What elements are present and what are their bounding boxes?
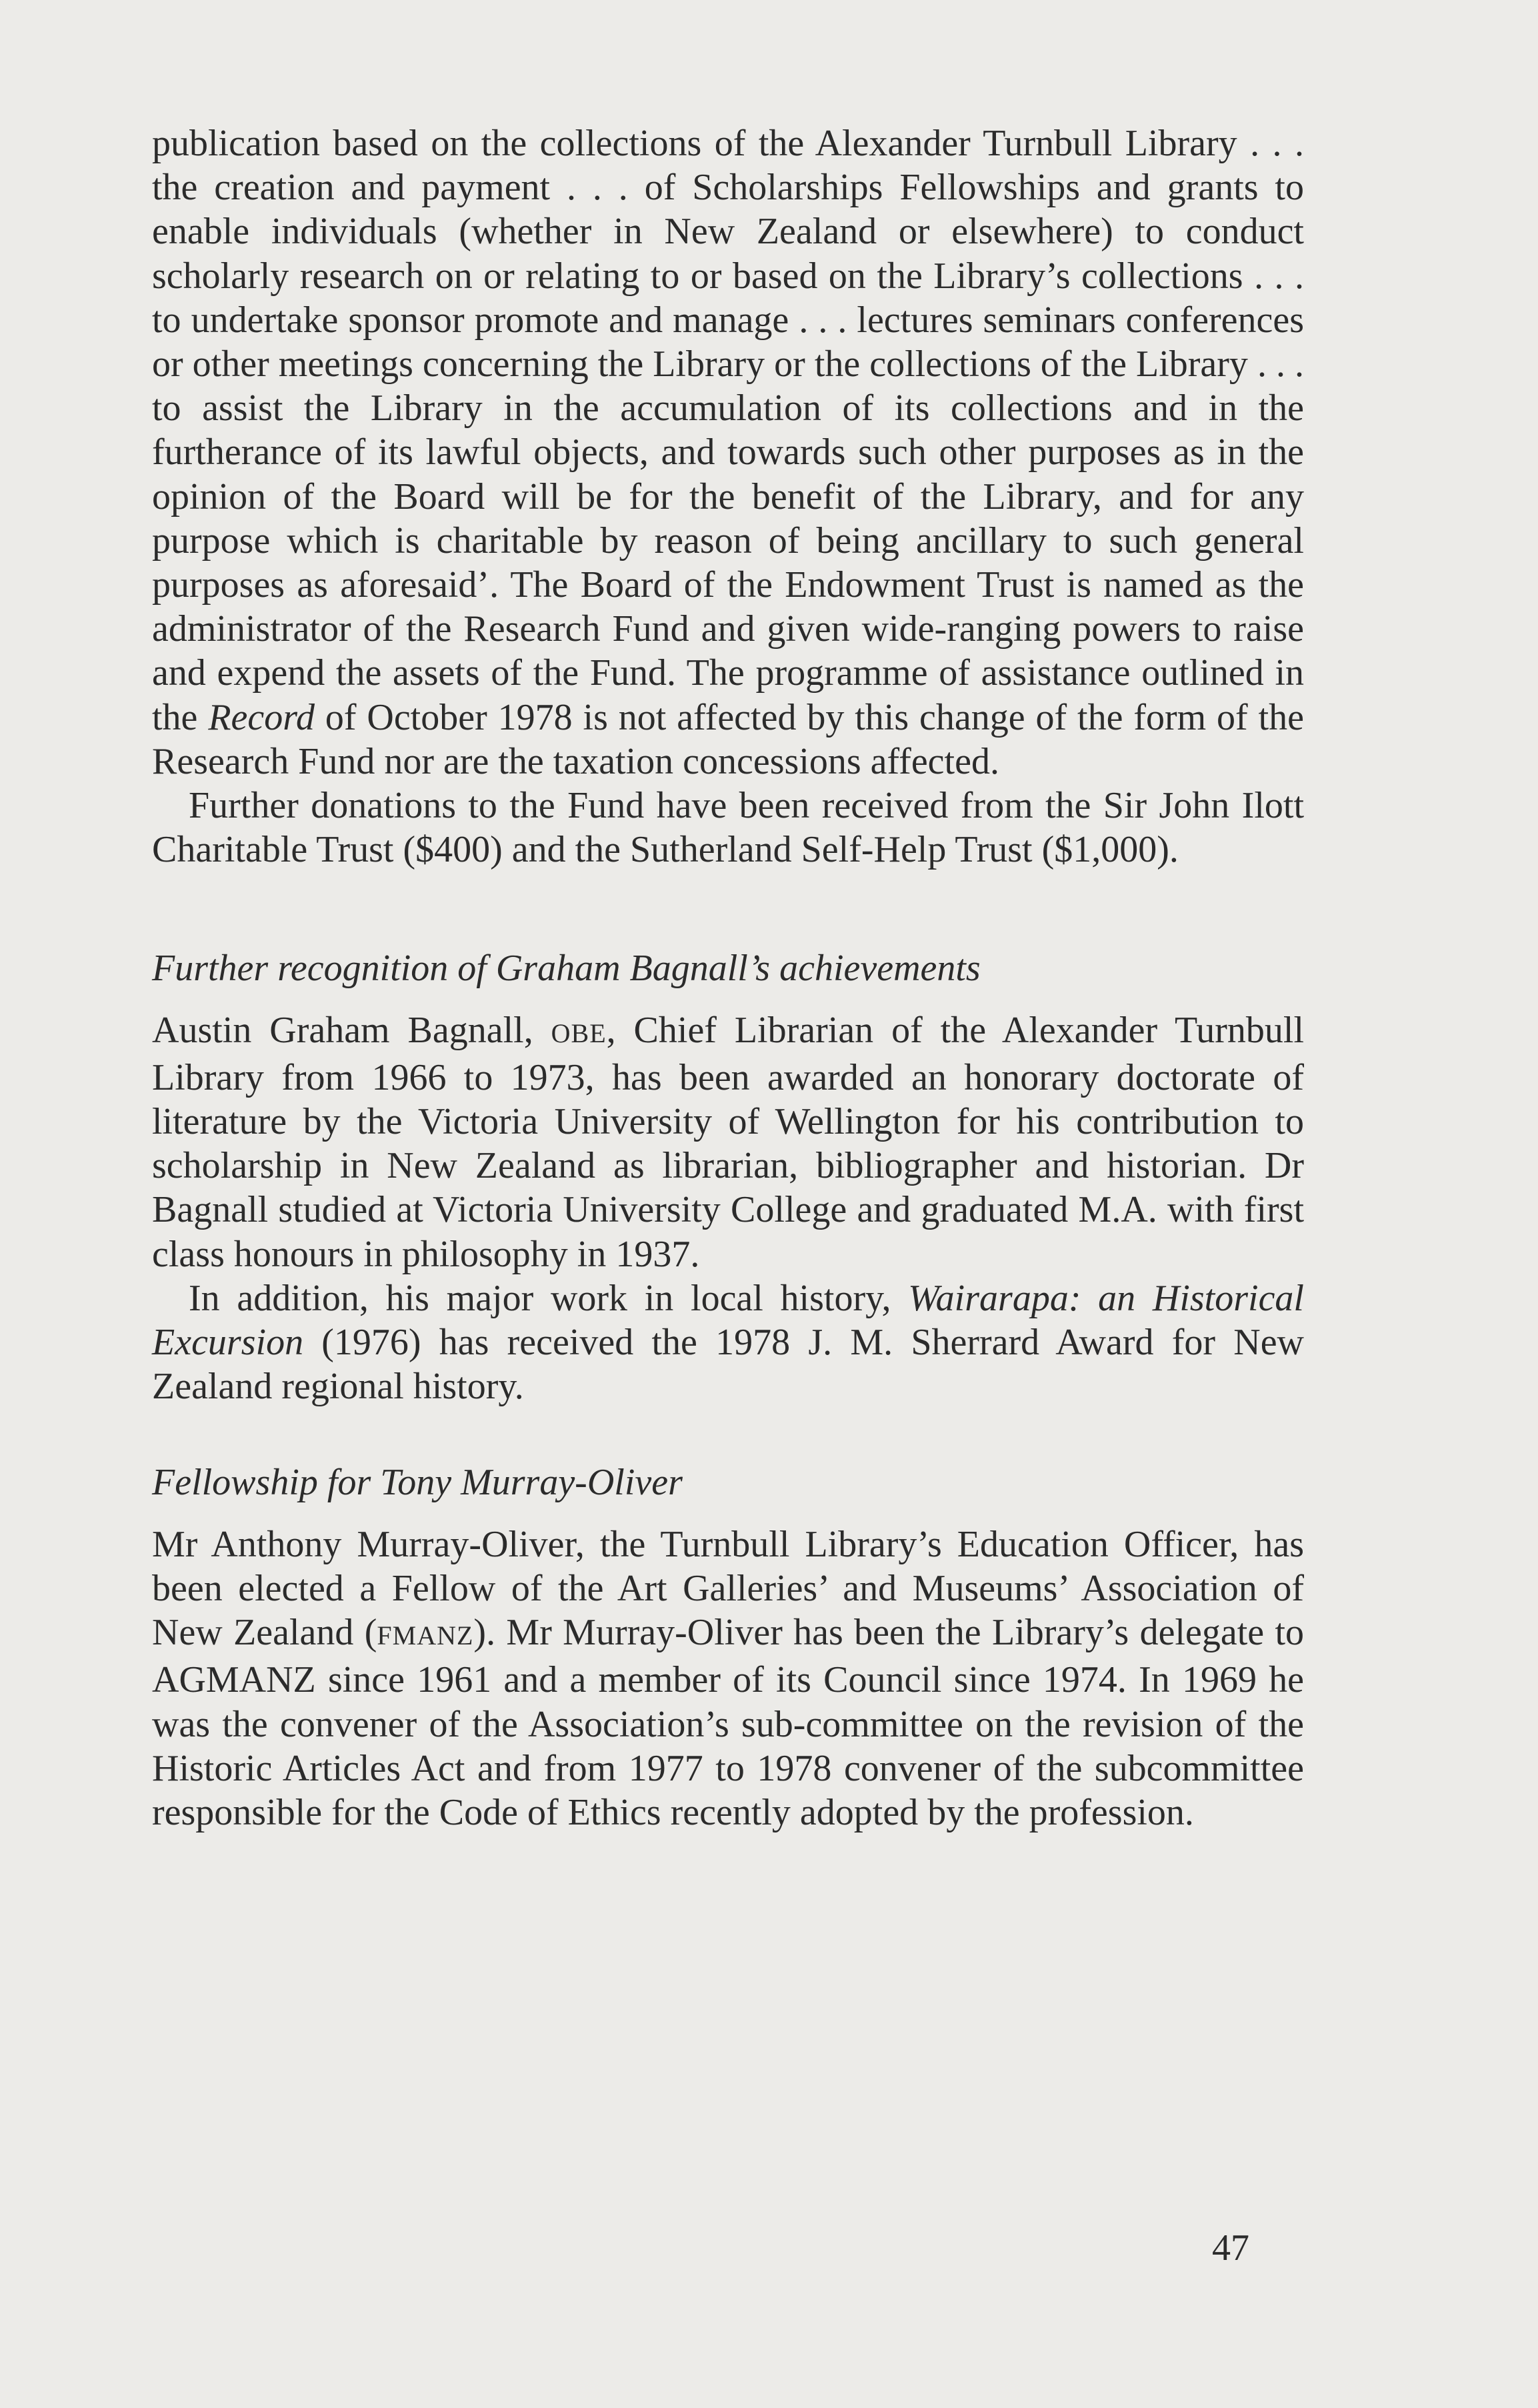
text-run: (1976) has received the 1978 J. M. Sherrard Award for New Zealand regional history. (152, 1322, 1304, 1408)
section-heading-murray-oliver: Fellowship for Tony Murray-Oliver (152, 1462, 683, 1504)
text-run: , Chief Librarian of the Alexander Turnbull Library from 1966 to 1973, has been awarded an honorary doctorate of literature by the Victoria University of Wellington for his contribution to scholarship in New Zealand as librarian, bibliographer and historian. Dr Bagnall studied at Victoria University College and graduated M.A. with first class honours in philosophy in 1937. (152, 1009, 1304, 1275)
italic-title-record: Record (208, 696, 315, 738)
text-run: Austin Graham Bagnall, (152, 1009, 551, 1051)
body-paragraph-murray-oliver (152, 1522, 1304, 1835)
text-run: ). Mr Murray-Oliver has been the Library’s delegate to AGMANZ since 1961 and a member of its Council since 1974. In 1969 he was the convener of the Association’s sub-committee on the revision of the Historic Articles Act and from 1977 to 1978 convener of the subcommittee responsible for the Code of Ethics recently adopted by the profession. (152, 1612, 1304, 1833)
body-paragraph-donations: Further donations to the Fund have been received from the Sir John Ilott Charitable Trust ($400) and the Sutherland Self-Help Trust ($1,000). (152, 785, 1304, 871)
small-caps-fmanz: FMANZ (377, 1620, 474, 1651)
page-number: 47 (1212, 2227, 1249, 2269)
body-paragraph-bagnall-doctorate (152, 1008, 1304, 1276)
text-column (152, 121, 1304, 1835)
body-paragraph-bagnall-award (152, 1276, 1304, 1409)
section-heading-bagnall: Further recognition of Graham Bagnall’s achievements (152, 948, 981, 990)
text-run: of October 1978 is not affected by this change of the form of the Research Fund nor are the taxation concessions affected. (152, 696, 1305, 782)
small-caps-obe: OBE (551, 1018, 607, 1048)
text-run: Mr Anthony Murray-Oliver, the Turnbull Library’s Education Officer, has been elected a Fellow of the Art Galleries’ and Museums’ Association of New Zealand ( (152, 1523, 1304, 1654)
italic-title-wairarapa: Wairarapa: an Historical Excursion (152, 1277, 1304, 1364)
body-paragraph-fund-purposes (152, 121, 1304, 784)
text-run: publication based on the collections of the Alexander Turnbull Library . . . the creation and payment . . . of Scholarships Fellowships and grants to enable individuals (whether in New Zealand or elsewhere) to conduct scholarly research on or relating to or based on the Library’s collections . . . to undertake sponsor promote and manage . . . lectures seminars conferences or other meetings concerning the Library or the collections of the Library . . . to assist the Library in the accumulation of its collections and in the furtherance of its lawful objects, and towards such other purposes as in the opinion of the Board will be for the benefit of the Library, and for any purpose which is charitable by reason of being ancillary to such general purposes as aforesaid’. The Board of the Endowment Trust is named as the administrator of the Research Fund and given wide-ranging powers to raise and expend the assets of the Fund. The programme of assistance outlined in the (152, 123, 1304, 738)
text-run: In addition, his major work in local history, (189, 1277, 909, 1319)
